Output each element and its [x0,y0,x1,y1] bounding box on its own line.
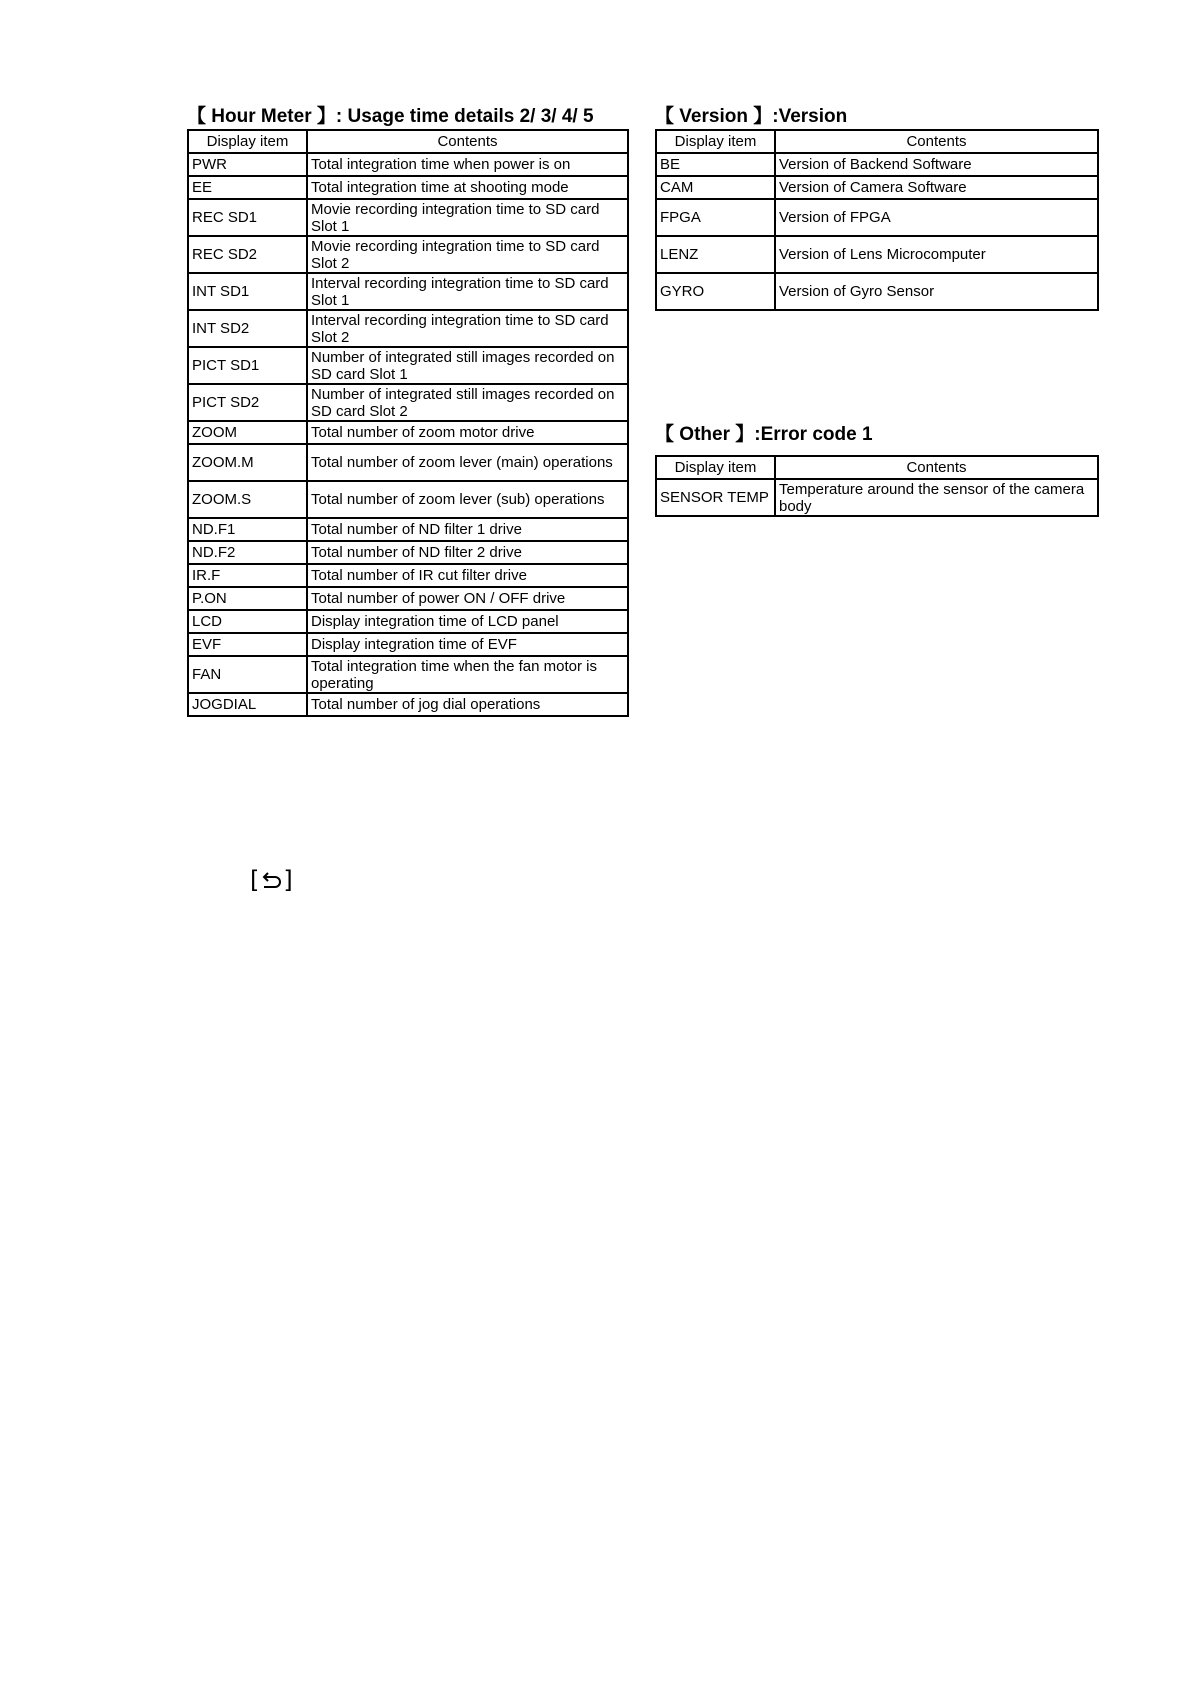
section-subtitle: : Usage time details 2/ 3/ 4/ 5 [335,106,594,127]
contents-cell: Display integration time of EVF [307,633,628,656]
table-row [656,236,1098,273]
section-name: Hour Meter [211,106,312,127]
other-table [655,455,1099,517]
contents-cell: Version of Camera Software [775,176,1098,199]
header-display-item: Display item [656,456,775,479]
display-item-cell: LENZ [656,236,775,273]
table-header-row [188,130,628,153]
display-item-cell: ZOOM [188,421,307,444]
contents-cell: Movie recording integration time to SD card Slot 2 [307,236,628,273]
display-item-cell: FAN [188,656,307,693]
contents-cell: Total integration time when power is on [307,153,628,176]
contents-cell: Interval recording integration time to SD card Slot 2 [307,310,628,347]
return-mark [250,866,293,894]
contents-cell: Version of FPGA [775,199,1098,236]
display-item-cell: FPGA [656,199,775,236]
table-row [188,273,628,310]
table-row [656,273,1098,310]
table-header-row [656,456,1098,479]
contents-cell: Movie recording integration time to SD card Slot 1 [307,199,628,236]
version-table [655,129,1099,311]
display-item-cell: CAM [656,176,775,199]
header-display-item: Display item [188,130,307,153]
table-row [188,176,628,199]
contents-cell: Total number of zoom lever (main) operations [307,444,628,481]
table-row [656,479,1098,516]
table-row [188,153,628,176]
table-row [188,347,628,384]
table-row [188,310,628,347]
display-item-cell: INT SD1 [188,273,307,310]
table-row [188,384,628,421]
display-item-cell: ND.F1 [188,518,307,541]
table-row [188,541,628,564]
contents-cell: Version of Backend Software [775,153,1098,176]
header-contents: Contents [775,130,1098,153]
contents-cell: Interval recording integration time to SD card Slot 1 [307,273,628,310]
section-subtitle: :Version [772,106,848,127]
header-display-item: Display item [656,130,775,153]
return-bracket-open: [ [250,866,260,894]
bracket-open: 【 [187,106,207,127]
bracket-close: 】 [735,424,755,445]
table-header-row [656,130,1098,153]
contents-cell: Total number of zoom motor drive [307,421,628,444]
section-name: Version [679,106,748,127]
contents-cell: Number of integrated still images recorded on SD card Slot 1 [307,347,628,384]
hour-meter-table [187,129,629,717]
table-row [188,481,628,518]
display-item-cell: ND.F2 [188,541,307,564]
display-item-cell: GYRO [656,273,775,310]
display-item-cell: P.ON [188,587,307,610]
table-row [656,176,1098,199]
table-row [188,444,628,481]
table-row [188,656,628,693]
contents-cell: Version of Lens Microcomputer [775,236,1098,273]
display-item-cell: EE [188,176,307,199]
contents-cell: Number of integrated still images recorded on SD card Slot 2 [307,384,628,421]
section-name: Other [679,424,730,445]
bracket-close: 】 [316,106,336,127]
display-item-cell: PICT SD2 [188,384,307,421]
table-row [188,421,628,444]
section-subtitle: :Error code 1 [754,424,873,445]
table-row [188,693,628,716]
header-contents: Contents [307,130,628,153]
table-row [188,236,628,273]
contents-cell: Total number of IR cut filter drive [307,564,628,587]
table-row [188,633,628,656]
display-item-cell: LCD [188,610,307,633]
display-item-cell: BE [656,153,775,176]
table-row [188,587,628,610]
return-bracket-close: ] [283,866,293,894]
bracket-close: 】 [753,106,773,127]
display-item-cell: IR.F [188,564,307,587]
return-arrow-icon [259,871,283,889]
table-row [656,199,1098,236]
display-item-cell: REC SD1 [188,199,307,236]
contents-cell: Total number of zoom lever (sub) operations [307,481,628,518]
display-item-cell: PICT SD1 [188,347,307,384]
bracket-open: 【 [655,106,675,127]
header-contents: Contents [775,456,1098,479]
table-row [188,564,628,587]
contents-cell: Version of Gyro Sensor [775,273,1098,310]
contents-cell: Total number of ND filter 1 drive [307,518,628,541]
display-item-cell: SENSOR TEMP [656,479,775,516]
contents-cell: Total number of jog dial operations [307,693,628,716]
hour-meter-title [187,106,594,128]
contents-cell: Display integration time of LCD panel [307,610,628,633]
table-row [188,518,628,541]
display-item-cell: INT SD2 [188,310,307,347]
version-title [655,106,847,128]
table-row [188,610,628,633]
display-item-cell: JOGDIAL [188,693,307,716]
display-item-cell: ZOOM.S [188,481,307,518]
table-row [656,153,1098,176]
display-item-cell: REC SD2 [188,236,307,273]
table-row [188,199,628,236]
contents-cell: Total number of ND filter 2 drive [307,541,628,564]
bracket-open: 【 [655,424,675,445]
contents-cell: Temperature around the sensor of the camera body [775,479,1098,516]
other-title [655,424,873,446]
display-item-cell: EVF [188,633,307,656]
display-item-cell: ZOOM.M [188,444,307,481]
contents-cell: Total integration time when the fan motor is operating [307,656,628,693]
display-item-cell: PWR [188,153,307,176]
contents-cell: Total integration time at shooting mode [307,176,628,199]
contents-cell: Total number of power ON / OFF drive [307,587,628,610]
